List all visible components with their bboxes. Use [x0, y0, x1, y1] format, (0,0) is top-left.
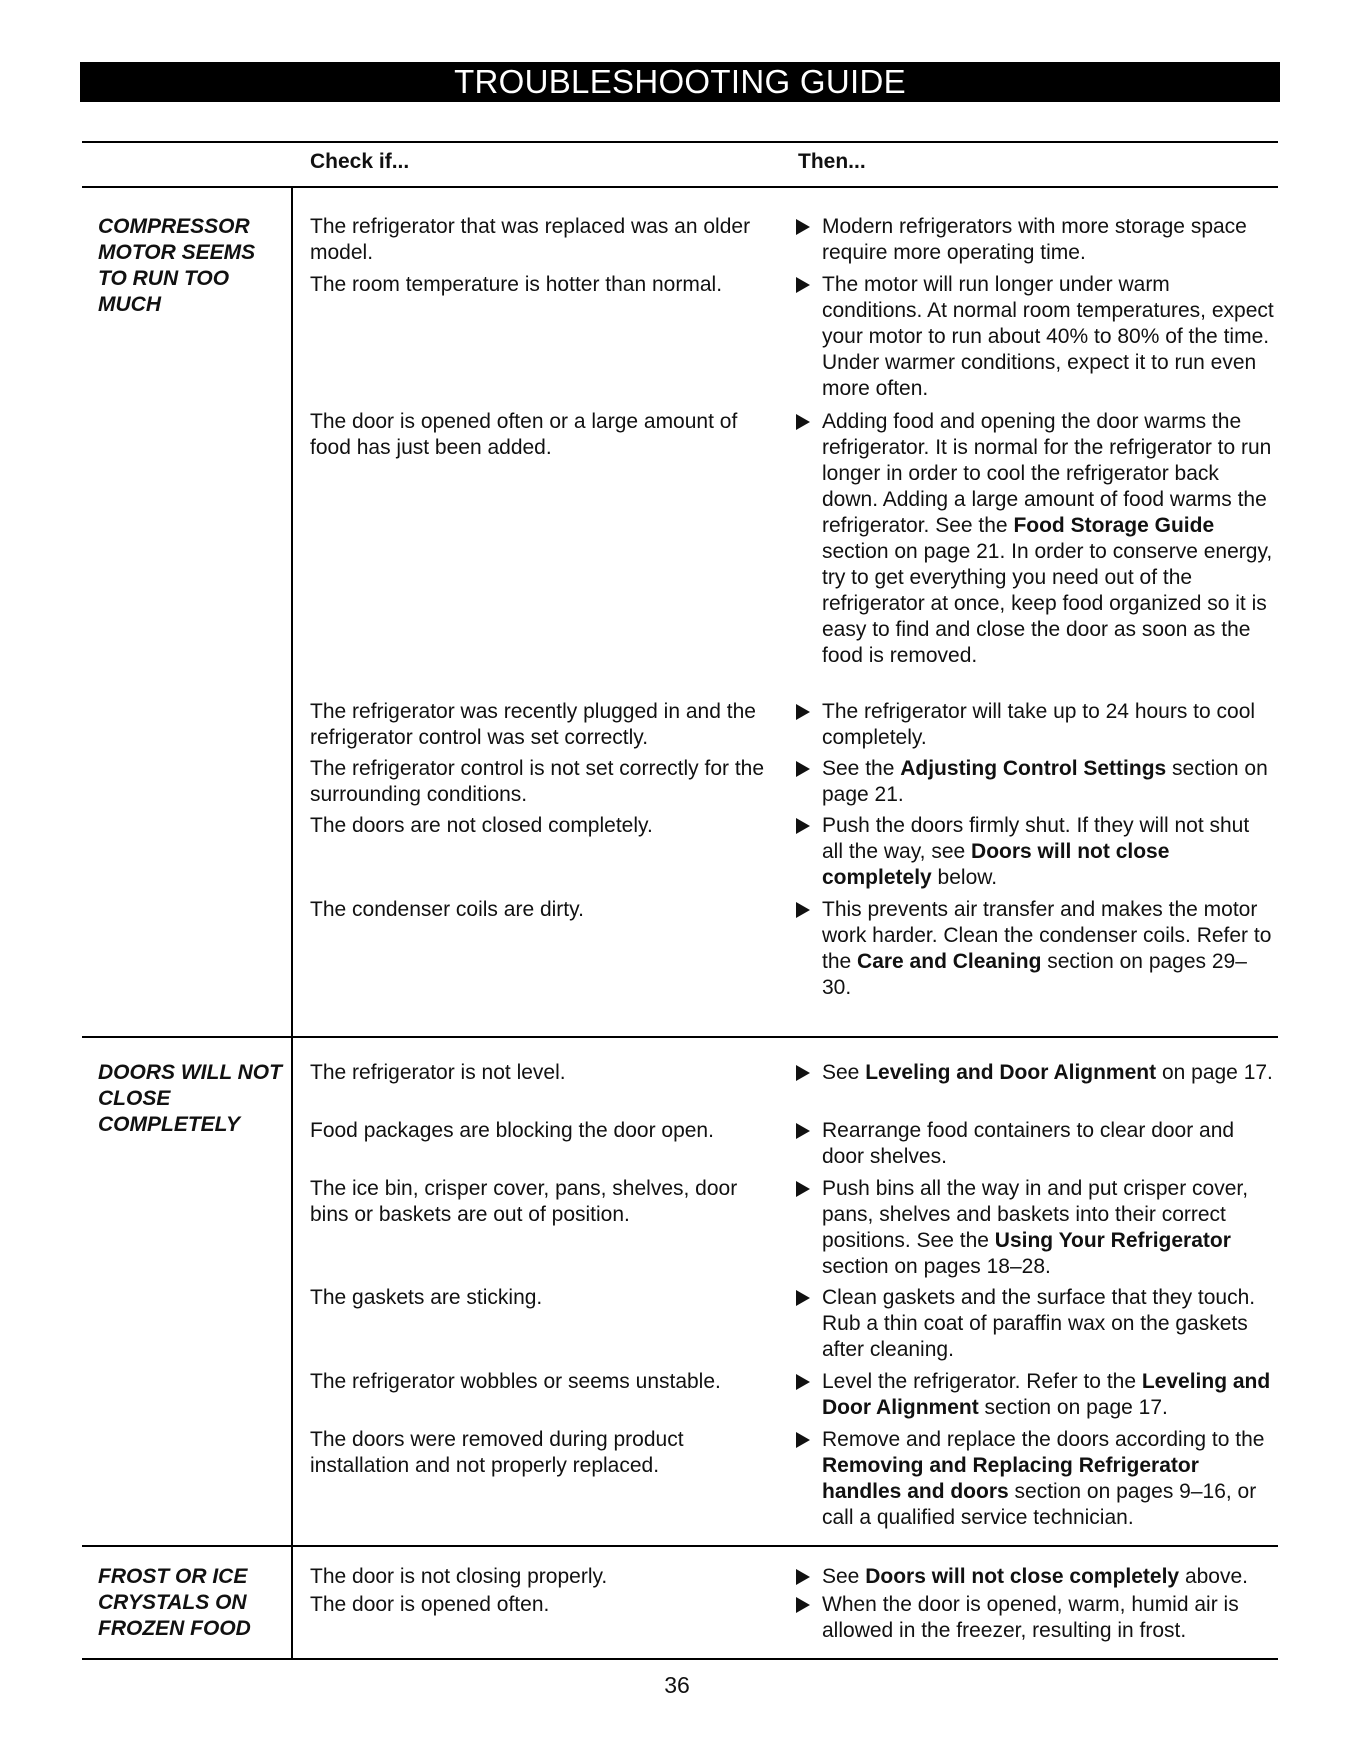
then-text: Push the doors firmly shut. If they will not shut all the way, see Doors will not close completely below.	[822, 814, 1250, 889]
then-text: Rearrange food containers to clear door and door shelves.	[822, 1119, 1235, 1168]
bold-reference: Doors will not close completely	[865, 1565, 1180, 1588]
arrow-bullet-icon	[796, 1432, 810, 1448]
category-compressor: COMPRESSOR MOTOR SEEMS TO RUN TOO MUCH	[98, 215, 256, 316]
header-bottom-rule	[82, 186, 1278, 188]
arrow-bullet-icon	[796, 704, 810, 720]
check-cell: The doors were removed during product installation and not properly replaced.	[310, 1428, 684, 1477]
table-top-rule	[82, 141, 1278, 143]
check-cell: Food packages are blocking the door open.	[310, 1119, 714, 1142]
then-text: The motor will run longer under warm conditions. At normal room temperatures, expect your motor to run about 40% to 80% of the time. Under warmer conditions, expect it to run even more often.	[822, 273, 1274, 400]
then-cell	[796, 1369, 1276, 1421]
then-text: See Doors will not close completely above.	[822, 1565, 1248, 1588]
page-title-banner: TROUBLESHOOTING GUIDE	[80, 62, 1280, 102]
arrow-bullet-icon	[796, 1569, 810, 1585]
then-cell	[796, 813, 1276, 891]
then-cell	[796, 699, 1276, 751]
then-text: This prevents air transfer and makes the motor work harder. Clean the condenser coils. Refer to the Care and Cleaning section on pages 29–30.	[822, 898, 1272, 999]
bold-reference: Leveling and Door Alignment	[865, 1061, 1157, 1084]
check-cell: The ice bin, crisper cover, pans, shelves, door bins or baskets are out of position.	[310, 1177, 738, 1226]
then-text: Push bins all the way in and put crisper cover, pans, shelves and baskets into their correct positions. See the Using Your Refrigerator section on pages 18–28.	[822, 1177, 1249, 1278]
check-cell: The room temperature is hotter than normal.	[310, 273, 723, 296]
bold-reference: Adjusting Control Settings	[900, 757, 1167, 780]
check-cell: The gaskets are sticking.	[310, 1286, 543, 1309]
bold-reference: Leveling and Door Alignment	[822, 1370, 1271, 1419]
then-cell	[796, 1564, 1276, 1590]
arrow-bullet-icon	[796, 277, 810, 293]
check-cell: The refrigerator wobbles or seems unstable.	[310, 1370, 721, 1393]
then-text: Adding food and opening the door warms the refrigerator. It is normal for the refrigerator to run longer in order to cool the refrigerator back down. Adding a large amount of food warms the refrigerator. See the Food Storage Guide section on page 21. In order to conserve energy, try to get everything you need out of the refrigerator at once, keep food organized so it is easy to find and close the door as soon as the food is removed.	[822, 410, 1273, 667]
check-cell: The doors are not closed completely.	[310, 814, 653, 837]
check-cell: The door is opened often or a large amount of food has just been added.	[310, 410, 738, 459]
page-number: 36	[664, 1672, 690, 1698]
arrow-bullet-icon	[796, 1290, 810, 1306]
arrow-bullet-icon	[796, 1123, 810, 1139]
column-divider	[291, 187, 293, 1659]
category-doors: DOORS WILL NOT CLOSE COMPLETELY	[98, 1061, 282, 1136]
bold-reference: Food Storage Guide	[1013, 514, 1215, 537]
then-text: Modern refrigerators with more storage space require more operating time.	[822, 215, 1247, 264]
table-bottom-rule	[82, 1658, 1278, 1660]
then-text: The refrigerator will take up to 24 hours to cool completely.	[822, 700, 1256, 749]
then-cell	[796, 214, 1276, 266]
bold-reference: Care and Cleaning	[857, 950, 1042, 973]
check-cell: The refrigerator control is not set correctly for the surrounding conditions.	[310, 757, 765, 806]
arrow-bullet-icon	[796, 1597, 810, 1613]
then-text: Remove and replace the doors according to the Removing and Replacing Refrigerator handles and doors section on pages 9–16, or call a qualified service technician.	[822, 1428, 1265, 1529]
then-cell	[796, 1176, 1276, 1280]
then-cell	[796, 756, 1276, 808]
check-cell: The refrigerator that was replaced was an older model.	[310, 215, 751, 264]
arrow-bullet-icon	[796, 219, 810, 235]
then-text: See the Adjusting Control Settings section on page 21.	[822, 757, 1268, 806]
then-cell	[796, 1427, 1276, 1531]
arrow-bullet-icon	[796, 1374, 810, 1390]
check-cell: The door is opened often.	[310, 1593, 550, 1616]
arrow-bullet-icon	[796, 902, 810, 918]
arrow-bullet-icon	[796, 414, 810, 430]
then-cell	[796, 897, 1276, 1001]
bold-reference: Removing and Replacing Refrigerator handles and doors	[822, 1454, 1199, 1503]
arrow-bullet-icon	[796, 761, 810, 777]
then-cell	[796, 409, 1276, 669]
check-cell: The refrigerator was recently plugged in and the refrigerator control was set correctly.	[310, 700, 756, 749]
category-frost: FROST OR ICE CRYSTALS ON FROZEN FOOD	[98, 1565, 251, 1640]
then-text: See Leveling and Door Alignment on page 17.	[822, 1061, 1273, 1084]
arrow-bullet-icon	[796, 1181, 810, 1197]
check-cell: The condenser coils are dirty.	[310, 898, 584, 921]
then-text: When the door is opened, warm, humid air is allowed in the freezer, resulting in frost.	[822, 1593, 1239, 1642]
bold-reference: Using Your Refrigerator	[994, 1229, 1231, 1252]
check-cell: The refrigerator is not level.	[310, 1061, 566, 1084]
check-if-header: Check if...	[310, 150, 410, 173]
then-text: Clean gaskets and the surface that they touch. Rub a thin coat of paraffin wax on the gaskets after cleaning.	[822, 1286, 1256, 1361]
section-divider-rule	[82, 1036, 1278, 1038]
arrow-bullet-icon	[796, 1065, 810, 1081]
then-cell	[796, 1118, 1276, 1170]
then-cell	[796, 1060, 1276, 1086]
then-cell	[796, 1285, 1276, 1363]
then-cell	[796, 1592, 1276, 1644]
arrow-bullet-icon	[796, 818, 810, 834]
then-text: Level the refrigerator. Refer to the Leveling and Door Alignment section on page 17.	[822, 1370, 1271, 1419]
then-cell	[796, 272, 1276, 402]
bold-reference: Doors will not close completely	[822, 840, 1170, 889]
section-divider-rule	[82, 1545, 1278, 1547]
check-cell: The door is not closing properly.	[310, 1565, 608, 1588]
then-header: Then...	[798, 150, 866, 173]
